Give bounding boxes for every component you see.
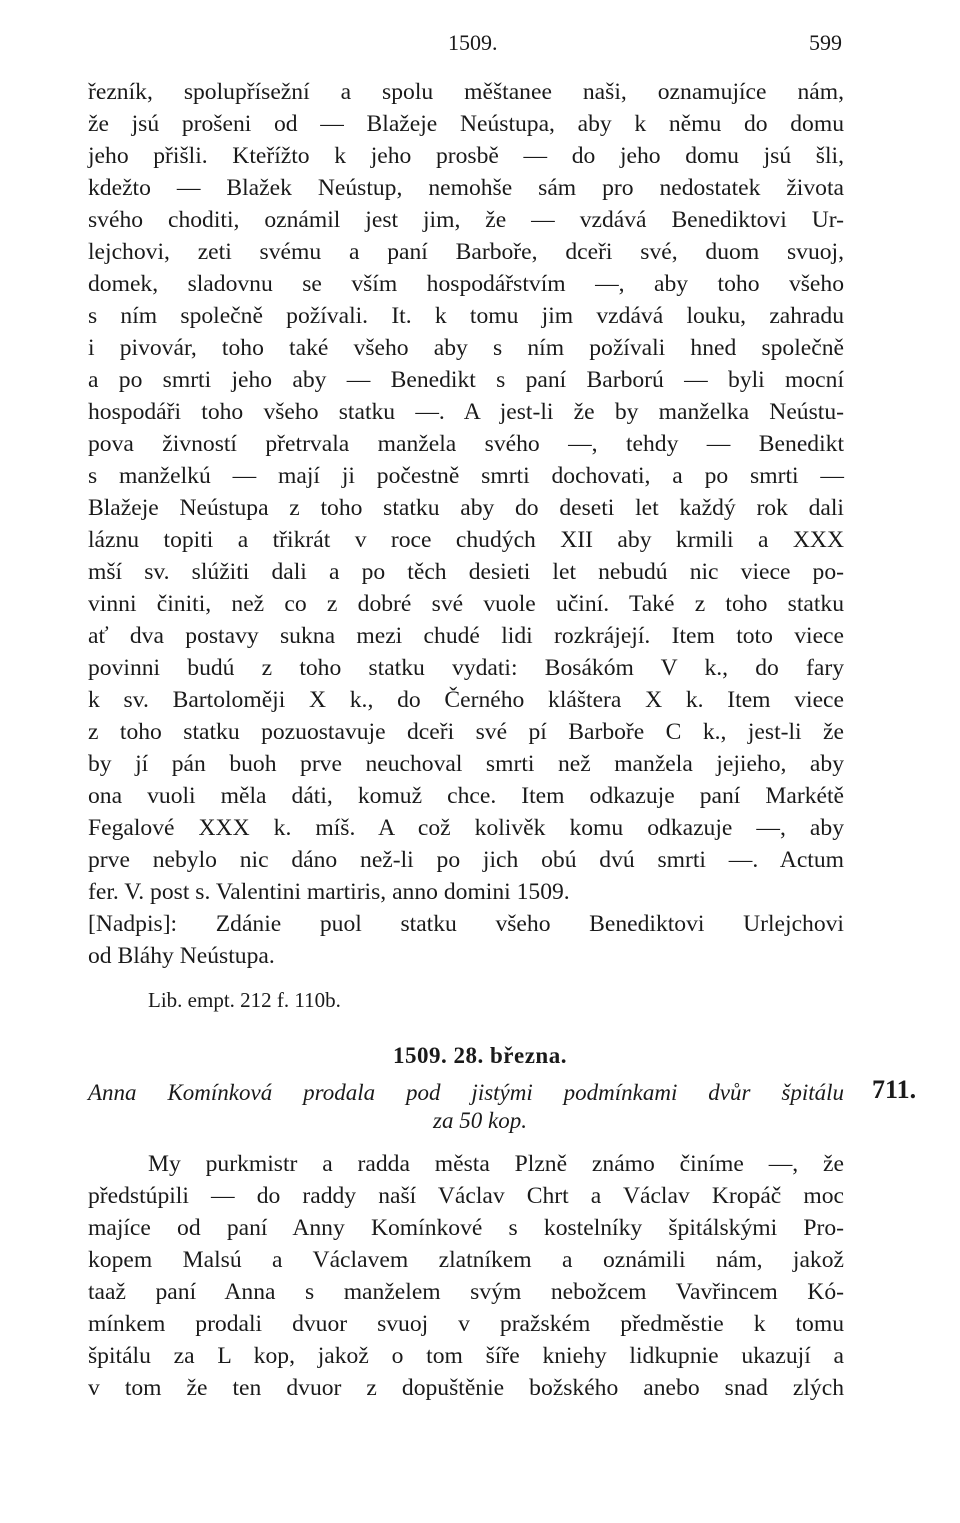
text-line: kopem Malsú a Václavem zlatníkem a oznámili nám, jakož <box>88 1247 844 1273</box>
text-line: láznu topiti a třikrát v roce chudých XII aby krmili a XXX <box>88 527 844 553</box>
text-line: kdežto — Blažek Neústup, nemohše sám pro nedostatek života <box>88 175 844 201</box>
text-line: taaž paní Anna s manželem svým nebožcem Vavřincem Kó- <box>88 1279 844 1305</box>
text-line: jeho přišli. Kteřížto k jeho prosbě — do jeho domu jsú šli, <box>88 143 844 169</box>
text-line: by jí pán buoh prve neuchoval smrti než manžela jejieho, aby <box>88 751 844 777</box>
text-line: lejchovi, zeti svému a paní Barboře, dceři své, duom svuoj, <box>88 239 844 265</box>
text-line: špitálu za L kop, jakož o tom šíře kniehy lidkupnie ukazují a <box>88 1343 844 1369</box>
text-line: od Bláhy Neústupa. <box>88 943 275 969</box>
text-line: svého choditi, oznámil jest jim, že — vzdává Benediktovi Ur- <box>88 207 844 233</box>
text-line: povinni budú z toho statku vydati: Bosákóm V k., do fary <box>88 655 844 681</box>
text-line: hospodáři toho všeho statku —. A jest-li že by manželka Neústu- <box>88 399 844 425</box>
text-line: domek, sladovnu se vším hospodářstvím —, aby toho všeho <box>88 271 844 297</box>
text-line: k sv. Bartoloměji X k., do Černého kláštera X k. Item viece <box>88 687 844 713</box>
text-line: s ním společně požívali. It. k tomu jim vzdává louku, zahradu <box>88 303 844 329</box>
text-line: ať dva postavy sukna mezi chudé lidi rozkrájejí. Item toto viece <box>88 623 844 649</box>
text-line: v tom že ten dvuor z dopuštěnie božského anebo snad zlých <box>88 1375 844 1401</box>
text-line: Fegalové XXX k. míš. A což kolivěk komu odkazuje —, aby <box>88 815 844 841</box>
text-line: majíce od paní Anny Komínkové s kostelníky špitálskými Pro- <box>88 1215 844 1241</box>
text-line: z toho statku pozuostavuje dceři své pí Barboře C k., jest-li že <box>88 719 844 745</box>
text-line: mší sv. slúžiti dali a po těch desieti let nebudú nic viece po- <box>88 559 844 585</box>
text-line: fer. V. post s. Valentini martiris, anno domini 1509. <box>88 879 570 905</box>
text-line: i pivovár, toho také všeho aby s ním požívali hned společně <box>88 335 844 361</box>
text-line: ona vuoli měla dáti, komuž chce. Item odkazuje paní Markétě <box>88 783 844 809</box>
text-line: že jsú prošeni od — Blažeje Neústupa, aby k němu do domu <box>88 111 844 137</box>
text-line: s manželkú — mají ji počestně smrti dochovati, a po smrti — <box>88 463 844 489</box>
date-heading: 1509. 28. března. <box>393 1043 567 1068</box>
page-number: 599 <box>809 30 842 55</box>
text-line: [Nadpis]: Zdánie puol statku všeho Benediktovi Urlejchovi <box>88 911 844 937</box>
text-line: řezník, spolupřísežní a spolu měštanee naši, oznamujíce nám, <box>88 79 844 105</box>
text-line: prve nebylo nic dáno než-li po jich obú dvú smrti —. Actum <box>88 847 844 873</box>
text-line: My purkmistr a radda města Plzně známo činíme —, že <box>148 1151 844 1177</box>
regest-line-2: za 50 kop. <box>433 1108 527 1133</box>
running-head-year: 1509. <box>448 30 498 55</box>
regest-line-1: Anna Komínková prodala pod jistými podmínkami dvůr špitálu <box>88 1080 844 1105</box>
text-line: a po smrti jeho aby — Benedikt s paní Barború — byli mocní <box>88 367 844 393</box>
document-number: 711. <box>872 1075 917 1104</box>
text-line: Blažeje Neústupa z toho statku aby do deseti let každý rok dali <box>88 495 844 521</box>
text-line: pova živností přetrvala manžela svého —, tehdy — Benedikt <box>88 431 844 457</box>
text-line: předstúpili — do raddy naší Václav Chrt a Václav Kropáč moc <box>88 1183 844 1209</box>
text-line: vinni činiti, než co z dobré své vuole učiní. Také z toho statku <box>88 591 844 617</box>
page-header <box>0 30 960 60</box>
source-citation: Lib. empt. 212 f. 110b. <box>148 988 341 1012</box>
text-line: mínkem prodali dvuor svuoj v pražském předměstie k tomu <box>88 1311 844 1337</box>
